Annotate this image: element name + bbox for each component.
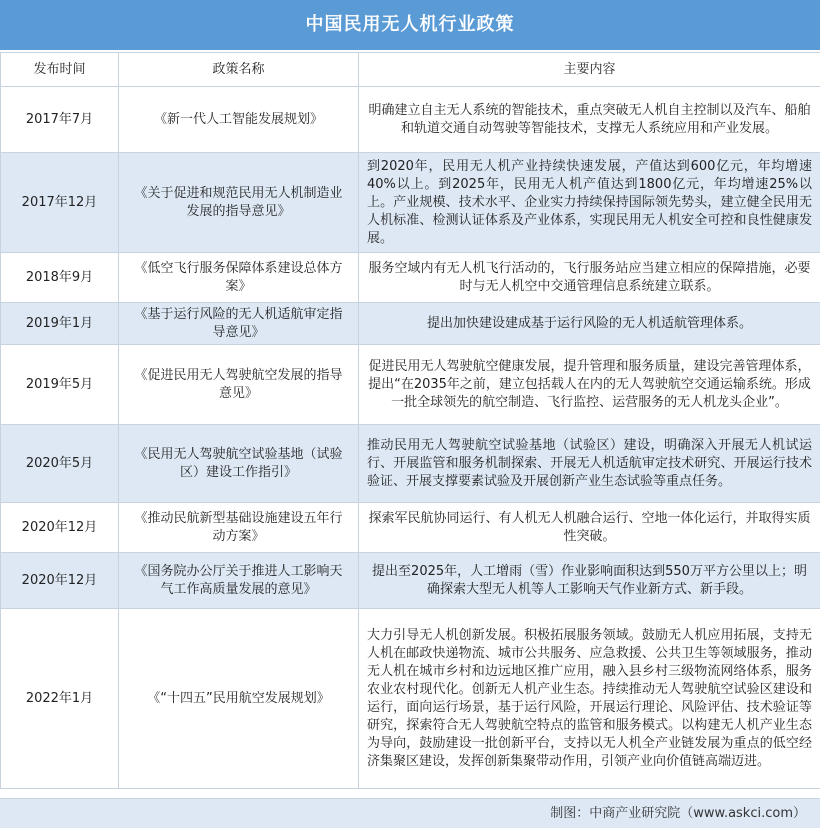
- row-policy-name: 《基于运行风险的无人机适航审定指导意见》: [119, 303, 359, 345]
- row-date: 2020年12月: [1, 553, 119, 609]
- row-policy-name: 《促进民用无人驾驶航空发展的指导意见》: [119, 345, 359, 425]
- row-policy-name: 《国务院办公厅关于推进人工影响天气工作高质量发展的意见》: [119, 553, 359, 609]
- header-policy-name: 政策名称: [119, 53, 359, 87]
- table-row: [1, 553, 820, 609]
- page-title: 中国民用无人机行业政策: [0, 0, 820, 50]
- row-date: 2019年5月: [1, 345, 119, 425]
- table-row: [1, 153, 820, 253]
- row-date: 2017年12月: [1, 153, 119, 253]
- row-content: 提出至2025年，人工增雨（雪）作业影响面积达到550万平方公里以上；明确探索大型无人机等人工影响天气作业新方式、新手段。: [359, 553, 820, 609]
- row-content: 大力引导无人机创新发展。积极拓展服务领域。鼓励无人机应用拓展，支持无人机在邮政快递物流、城市公共服务、应急救援、公共卫生等领域服务，推动无人机在城市乡村和边远地区推广应用，融入县乡村三级物流网络体系，服务农业农村现代化。创新无人机产业生态。持续推动无人驾驶航空试验区建设和运行，面向运行场景，基于运行风险，开展运行理论、风险评估、技术验证等研究，探索符合无人驾驶航空特点的监管和服务模式。以构建无人机产业生态为导向，鼓励建设一批创新平台，支持以无人机全产业链发展为重点的低空经济集聚区建设，发挥创新集聚带动作用，引领产业向价值链高端迈进。: [359, 609, 820, 789]
- row-date: 2022年1月: [1, 609, 119, 789]
- row-content: 提出加快建设建成基于运行风险的无人机适航管理体系。: [359, 303, 820, 345]
- row-policy-name: 《低空飞行服务保障体系建设总体方案》: [119, 253, 359, 303]
- table-row: [1, 609, 820, 789]
- table-row: [1, 345, 820, 425]
- header-date: 发布时间: [1, 53, 119, 87]
- table-row: [1, 87, 820, 153]
- row-content: 促进民用无人驾驶航空健康发展，提升管理和服务质量，建设完善管理体系，提出“在2035年之前，建立包括载人在内的无人驾驶航空交通运输系统。形成一批全球领先的航空制造、飞行监控、运营服务的无人机龙头企业”。: [359, 345, 820, 425]
- row-policy-name: 《推动民航新型基础设施建设五年行动方案》: [119, 503, 359, 553]
- row-policy-name: 《民用无人驾驶航空试验基地（试验区）建设工作指引》: [119, 425, 359, 503]
- row-date: 2019年1月: [1, 303, 119, 345]
- row-content: 明确建立自主无人系统的智能技术，重点突破无人机自主控制以及汽车、船舶和轨道交通自动驾驶等智能技术，支撑无人系统应用和产业发展。: [359, 87, 820, 153]
- header-main-content: 主要内容: [359, 53, 820, 87]
- row-policy-name: 《“十四五”民用航空发展规划》: [119, 609, 359, 789]
- table-row: [1, 303, 820, 345]
- row-date: 2020年5月: [1, 425, 119, 503]
- row-content: 探索军民航协同运行、有人机无人机融合运行、空地一体化运行，并取得实质性突破。: [359, 503, 820, 553]
- row-date: 2020年12月: [1, 503, 119, 553]
- row-content: 服务空域内有无人机飞行活动的，飞行服务站应当建立相应的保障措施，必要时与无人机空中交通管理信息系统建立联系。: [359, 253, 820, 303]
- row-content: 到2020年，民用无人机产业持续快速发展，产值达到600亿元，年均增速40%以上。到2025年，民用无人机产值达到1800亿元，年均增速25%以上。产业规模、技术水平、企业实力持续保持国际领先势头，建立健全民用无人机标准、检测认证体系及产业体系，实现民用无人机安全可控和良性健康发展。: [359, 153, 820, 253]
- table-header: [1, 53, 820, 87]
- row-date: 2017年7月: [1, 87, 119, 153]
- table-row: [1, 425, 820, 503]
- policy-table: [0, 52, 820, 789]
- row-date: 2018年9月: [1, 253, 119, 303]
- row-policy-name: 《新一代人工智能发展规划》: [119, 87, 359, 153]
- source-credit: 制图：中商产业研究院（www.askci.com）: [0, 798, 820, 828]
- row-policy-name: 《关于促进和规范民用无人机制造业发展的指导意见》: [119, 153, 359, 253]
- row-content: 推动民用无人驾驶航空试验基地（试验区）建设，明确深入开展无人机试运行、开展监管和服务机制探索、开展无人机适航审定技术研究、开展运行技术验证、开展支撑要素试验及开展创新产业生态试验等重点任务。: [359, 425, 820, 503]
- table-row: [1, 503, 820, 553]
- table-row: [1, 253, 820, 303]
